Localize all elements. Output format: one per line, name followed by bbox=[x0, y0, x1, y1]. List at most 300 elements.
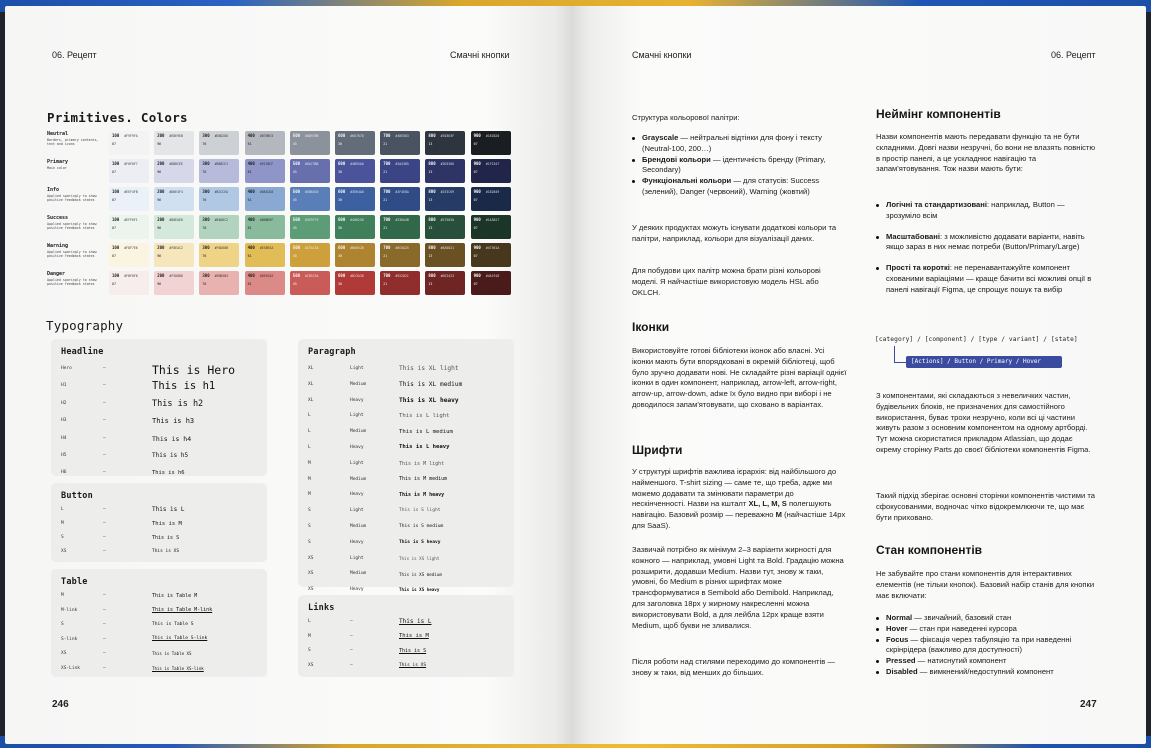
type-row bbox=[51, 398, 267, 411]
type-weight: Medium bbox=[350, 381, 367, 387]
type-sample: This is L heavy bbox=[399, 444, 450, 451]
swatch-code: 13 bbox=[428, 198, 433, 202]
type-row bbox=[298, 477, 514, 487]
swatch-code: 45 bbox=[292, 142, 297, 146]
swatch-code: 96 bbox=[157, 198, 162, 202]
type-row bbox=[51, 453, 267, 463]
swatch-code: 07 bbox=[473, 142, 478, 146]
button-title: Button bbox=[61, 491, 93, 501]
swatch-step bbox=[202, 161, 236, 167]
type-name: XS-Link bbox=[61, 665, 80, 671]
swatch-code: 13 bbox=[428, 226, 433, 230]
color-swatch bbox=[335, 131, 375, 155]
type-row bbox=[298, 556, 514, 566]
type-weight: Heavy bbox=[350, 445, 364, 450]
type-dash: — bbox=[103, 593, 106, 598]
swatch-step bbox=[474, 217, 508, 223]
swatch-code: 21 bbox=[383, 170, 388, 174]
color-swatch bbox=[290, 215, 330, 239]
type-size: XS bbox=[308, 571, 314, 577]
states-heading: Стан компонентів bbox=[876, 543, 983, 557]
swatch-step bbox=[248, 133, 282, 139]
color-swatch bbox=[245, 215, 285, 239]
swatch-step-value: 100 bbox=[112, 273, 120, 278]
color-swatch bbox=[199, 187, 239, 211]
swatch-step bbox=[428, 245, 462, 251]
swatch-hex: #5E9F79 bbox=[305, 218, 319, 222]
type-sample: This is S bbox=[152, 534, 180, 541]
swatch-step-value: 400 bbox=[247, 189, 255, 194]
swatch-step-value: 600 bbox=[338, 217, 346, 222]
type-row bbox=[298, 508, 514, 518]
swatch-code: 45 bbox=[292, 226, 297, 230]
list-item: Hover — стан при наведенні курсора bbox=[876, 624, 1096, 635]
swatch-step-value: 500 bbox=[292, 189, 301, 194]
swatch-step bbox=[338, 161, 372, 167]
type-row bbox=[51, 651, 267, 661]
swatch-step-value: 200 bbox=[157, 273, 165, 278]
swatch-step bbox=[112, 217, 146, 223]
color-description: Applied sparingly to show positive feedback states bbox=[47, 250, 97, 258]
swatch-hex: #B7BBC0 bbox=[259, 134, 274, 138]
swatch-step-value: 200 bbox=[157, 133, 165, 138]
swatch-hex: #B4D6C2 bbox=[214, 218, 229, 222]
type-name: S bbox=[308, 648, 311, 653]
type-size: L bbox=[308, 445, 311, 450]
color-swatch bbox=[154, 187, 194, 211]
swatch-hex: #1A3627 bbox=[485, 218, 500, 222]
swatch-step bbox=[474, 133, 508, 139]
type-size: S bbox=[308, 524, 311, 529]
swatch-step-value: 300 bbox=[202, 273, 210, 278]
table-title: Table bbox=[61, 577, 88, 587]
color-swatch bbox=[109, 271, 149, 295]
type-dash: — bbox=[350, 633, 353, 639]
swatch-hex: #F5D8D8 bbox=[169, 274, 183, 278]
swatch-step-value: 700 bbox=[383, 161, 391, 166]
swatch-step-value: 300 bbox=[202, 217, 210, 222]
type-sample: This is L bbox=[399, 618, 432, 626]
type-name: S bbox=[61, 622, 64, 627]
swatch-hex: #FBF0F0 bbox=[124, 274, 138, 278]
type-row bbox=[298, 413, 514, 423]
swatch-hex: #922D2C bbox=[395, 274, 409, 278]
type-sample: This is M light bbox=[399, 460, 445, 467]
swatch-step-value: 800 bbox=[428, 245, 436, 250]
swatch-hex: #F9F9FA bbox=[124, 134, 138, 138]
swatch-step-value: 200 bbox=[157, 217, 165, 222]
color-swatch bbox=[380, 271, 420, 295]
list-item: Функціональні кольори — для статусів: Success (зелений), Danger (червоний), Warning (жовтий) bbox=[632, 176, 837, 198]
swatch-hex: #CFA13A bbox=[305, 246, 319, 250]
palette-paragraph-1: У деяких продуктах можуть існувати додаткові кольори та палітри, наприклад, кольори для візуалізації даних. bbox=[632, 223, 837, 243]
type-weight: Heavy bbox=[350, 539, 364, 545]
swatch-code: 76 bbox=[202, 282, 207, 286]
swatch-hex: #66707D bbox=[350, 134, 364, 138]
color-name: Primary bbox=[47, 159, 69, 165]
swatch-step bbox=[474, 245, 508, 251]
color-row-warning bbox=[47, 243, 517, 267]
type-dash: — bbox=[350, 648, 353, 653]
swatch-hex: #8BBD9F bbox=[259, 218, 274, 222]
color-swatch bbox=[199, 159, 239, 183]
swatch-step bbox=[338, 245, 372, 251]
type-name: M bbox=[61, 593, 64, 598]
type-dash: — bbox=[103, 400, 106, 406]
swatch-code: 13 bbox=[428, 254, 433, 258]
swatch-step-value: 900 bbox=[473, 217, 481, 222]
swatch-code: 07 bbox=[112, 142, 116, 146]
color-swatch bbox=[154, 131, 194, 155]
swatch-step-value: 600 bbox=[338, 189, 346, 194]
right-running-title: Смачні кнопки bbox=[632, 50, 692, 60]
color-swatch bbox=[199, 271, 239, 295]
type-name: M bbox=[308, 633, 311, 639]
color-row-info bbox=[47, 187, 517, 211]
color-swatch bbox=[335, 187, 375, 211]
type-name: L bbox=[61, 507, 64, 512]
color-swatch bbox=[425, 159, 465, 183]
swatch-code: 45 bbox=[292, 282, 297, 286]
swatch-step bbox=[157, 217, 191, 223]
swatch-hex: #F8EAC2 bbox=[169, 246, 183, 250]
color-swatch bbox=[380, 187, 420, 211]
list-item: Disabled — вимкнений/недоступний компонент bbox=[876, 667, 1096, 678]
type-sample: This is XS light bbox=[399, 555, 440, 561]
palette-structure-list bbox=[632, 133, 837, 198]
type-weight: Heavy bbox=[350, 397, 364, 403]
type-dash: — bbox=[350, 619, 353, 624]
type-weight: Light bbox=[350, 555, 364, 561]
type-sample: This is S medium bbox=[399, 523, 444, 529]
swatch-step bbox=[293, 273, 327, 279]
color-swatch bbox=[380, 215, 420, 239]
swatch-hex: #47361A bbox=[485, 246, 500, 250]
swatch-hex: #6A73B8 bbox=[305, 162, 319, 166]
swatch-code: 07 bbox=[112, 226, 116, 230]
swatch-step bbox=[202, 245, 236, 251]
list-item: Прості та короткі: не перенавантажуйте компонент схованими варіаціями — краще бачити всі можливі опції в панелі навігації Figma, це спрощує пошук та вибір bbox=[876, 263, 1096, 295]
color-swatch bbox=[109, 243, 149, 267]
type-sample: This is M bbox=[399, 633, 429, 639]
type-size: S bbox=[308, 508, 311, 514]
swatch-code: 21 bbox=[383, 282, 388, 286]
swatch-step bbox=[338, 273, 372, 279]
color-swatch bbox=[471, 187, 511, 211]
type-sample: This is Hero bbox=[152, 362, 236, 377]
type-name: XS bbox=[308, 662, 314, 668]
swatch-step-value: 500 bbox=[292, 217, 301, 222]
color-swatch bbox=[335, 271, 375, 295]
type-name: XS bbox=[61, 549, 67, 554]
swatch-hex: #EEF4FB bbox=[124, 190, 138, 194]
type-row bbox=[51, 507, 267, 517]
type-name: H4 bbox=[61, 435, 67, 441]
type-sample: This is Table S-link bbox=[152, 636, 208, 642]
type-size: M bbox=[308, 460, 311, 466]
swatch-hex: #EFF6F1 bbox=[124, 218, 138, 222]
type-sample: This is Table S bbox=[152, 621, 194, 627]
color-swatch bbox=[471, 215, 511, 239]
swatch-step-value: 400 bbox=[247, 217, 255, 222]
swatch-hex: #4B55A0 bbox=[350, 162, 364, 166]
swatch-step bbox=[428, 189, 462, 195]
type-row bbox=[298, 461, 514, 471]
palette-intro: Структура кольорової палітри: bbox=[632, 113, 740, 122]
type-row bbox=[51, 622, 267, 632]
fonts-paragraph-2: Зазвичай потрібно як мінімум 2–3 варіанти жирності для кожного — наприклад, умовні Light та Bold. Градацію можна розширити, додавши Medium. Назви тут, знову ж таки, умовні, бо Medium в різних шрифтах може трансформуватися в Semibold або Demibold. Наприклад, для заголовка 18px у жирному накресленні можна використовувати Bold, а для лейбла 12px краще взяти Medium, щоб букви не зливалися. bbox=[632, 545, 844, 630]
swatch-step-value: 900 bbox=[473, 189, 481, 194]
color-row-success bbox=[47, 215, 517, 239]
palette-paragraph-2: Для побудови цих палітр можна брати різні кольорові моделі. Я найчастіше використовую модель HSL або OKLCH. bbox=[632, 266, 821, 297]
color-swatch bbox=[290, 159, 330, 183]
swatch-code: 61 bbox=[247, 142, 252, 146]
type-row bbox=[298, 492, 514, 502]
swatch-step-value: 300 bbox=[202, 189, 210, 194]
color-name: Neutral bbox=[47, 131, 69, 137]
color-swatch bbox=[154, 159, 194, 183]
fonts-paragraph-3: Після роботи над стилями переходимо до компонентів — знову ж таки, від менших до більших. bbox=[632, 657, 835, 677]
swatch-code: 61 bbox=[247, 198, 252, 202]
swatch-step bbox=[248, 273, 282, 279]
swatch-step bbox=[474, 189, 508, 195]
swatch-code: 30 bbox=[338, 254, 342, 258]
swatch-step-value: 700 bbox=[383, 245, 391, 250]
color-swatch bbox=[471, 159, 511, 183]
swatch-step bbox=[474, 161, 508, 167]
swatch-code: 45 bbox=[292, 170, 297, 174]
swatch-hex: #DBDCEE bbox=[169, 162, 183, 166]
color-swatch bbox=[380, 131, 420, 155]
swatch-hex: #253C69 bbox=[440, 190, 455, 194]
swatch-code: 61 bbox=[247, 226, 252, 230]
type-row bbox=[298, 445, 514, 455]
list-item: Focus — фіксація через табуляцію та при наведенні скрінрідера (важливо для доступності) bbox=[876, 635, 1096, 657]
swatch-code: 76 bbox=[202, 226, 207, 230]
swatch-step-value: 500 bbox=[292, 245, 301, 250]
swatch-code: 45 bbox=[292, 198, 297, 202]
swatch-hex: #F0F0F7 bbox=[124, 162, 138, 166]
type-dash: — bbox=[103, 453, 106, 458]
swatch-step bbox=[338, 217, 372, 223]
color-swatch bbox=[425, 131, 465, 155]
swatch-code: 13 bbox=[428, 170, 433, 174]
swatch-hex: #E3BE5A bbox=[259, 246, 274, 250]
color-row-neutral bbox=[47, 131, 517, 155]
color-name: Info bbox=[47, 187, 60, 193]
swatch-step-value: 200 bbox=[157, 245, 165, 250]
swatch-hex: #F0D68B bbox=[214, 246, 229, 250]
type-sample: This is h1 bbox=[152, 380, 216, 393]
swatch-step-value: 800 bbox=[428, 189, 436, 194]
type-row bbox=[298, 663, 514, 673]
swatch-hex: #181B20 bbox=[485, 134, 500, 138]
icons-heading: Іконки bbox=[632, 320, 670, 334]
type-row bbox=[298, 524, 514, 534]
type-name: S bbox=[61, 535, 64, 540]
color-row-label bbox=[47, 271, 105, 286]
swatch-step-value: 700 bbox=[383, 133, 391, 138]
type-row bbox=[51, 418, 267, 428]
list-item: Масштабовані: з можливістю додавати варіанти, навіть якщо зараз в них немає потреби (Button/Primary/Large) bbox=[876, 232, 1096, 254]
type-row bbox=[51, 362, 267, 377]
color-swatch bbox=[245, 187, 285, 211]
swatch-hex: #B8BCE1 bbox=[214, 162, 229, 166]
type-sample: This is XS bbox=[152, 549, 180, 554]
type-row bbox=[51, 535, 267, 545]
color-name: Success bbox=[47, 215, 69, 221]
swatch-step-value: 300 bbox=[202, 245, 210, 250]
type-row bbox=[298, 648, 514, 658]
type-weight: Heavy bbox=[350, 587, 364, 593]
swatch-hex: #30363F bbox=[440, 134, 455, 138]
type-size: XL bbox=[308, 397, 314, 403]
type-size: L bbox=[308, 429, 311, 435]
color-swatch bbox=[471, 131, 511, 155]
type-dash: — bbox=[103, 607, 106, 613]
paragraph-card bbox=[298, 339, 514, 593]
type-row bbox=[51, 470, 267, 480]
type-dash: — bbox=[103, 535, 106, 540]
swatch-hex: #88ACD8 bbox=[259, 190, 274, 194]
type-weight: Light bbox=[350, 460, 364, 466]
icons-paragraph: Використовуйте готові бібліотеки іконок або власні. Усі іконки мають бути впорядковані в окремій бібліотеці, щоб було зручно додавати нові. Не складайте різні варіації однієї іконки в один компонент, наприклад, arrow-left, arrow-right, arrow-up, arrow-down, adже їх було видно при виборі і не доводилося запам'ятовувати, що сховано в варіантах. bbox=[632, 346, 847, 409]
right-page-number: 247 bbox=[1080, 699, 1097, 710]
swatch-step bbox=[293, 133, 327, 139]
swatch-step bbox=[248, 161, 282, 167]
type-weight: Medium bbox=[350, 571, 367, 577]
type-size: S bbox=[308, 539, 311, 545]
color-swatch bbox=[335, 243, 375, 267]
swatch-step bbox=[338, 189, 372, 195]
type-dash: — bbox=[103, 549, 106, 554]
left-running-title: Смачні кнопки bbox=[450, 50, 510, 60]
color-row-danger bbox=[47, 271, 517, 295]
type-row bbox=[298, 540, 514, 550]
swatch-step-value: 900 bbox=[473, 133, 481, 138]
swatch-code: 30 bbox=[338, 198, 342, 202]
type-name: XS bbox=[61, 651, 67, 656]
swatch-step-value: 900 bbox=[473, 273, 481, 278]
type-name: H5 bbox=[61, 453, 67, 458]
color-swatch bbox=[471, 243, 511, 267]
color-name: Danger bbox=[47, 271, 66, 277]
swatch-hex: #3A4385 bbox=[395, 162, 409, 166]
swatch-code: 30 bbox=[338, 282, 342, 286]
states-list bbox=[876, 613, 1096, 678]
type-row bbox=[298, 571, 514, 581]
swatch-code: 76 bbox=[202, 170, 207, 174]
swatch-step-value: 600 bbox=[338, 273, 346, 278]
swatch-step bbox=[428, 133, 462, 139]
type-sample: This is Table M bbox=[152, 592, 198, 599]
swatch-hex: #27503A bbox=[440, 218, 455, 222]
type-dash: — bbox=[103, 383, 106, 389]
type-weight: Light bbox=[350, 508, 364, 514]
color-swatch bbox=[380, 243, 420, 267]
colors-heading: Primitives. Colors bbox=[47, 110, 188, 125]
swatch-step-value: 600 bbox=[338, 161, 346, 166]
type-row bbox=[51, 521, 267, 531]
swatch-step bbox=[157, 189, 191, 195]
swatch-step bbox=[112, 133, 146, 139]
swatch-step-value: 600 bbox=[338, 133, 346, 138]
color-swatch bbox=[335, 159, 375, 183]
type-row bbox=[298, 366, 514, 376]
swatch-hex: #8D939B bbox=[305, 134, 319, 138]
right-chapter-label: 06. Рецепт bbox=[1051, 50, 1096, 60]
type-sample: This is h3 bbox=[152, 416, 195, 425]
links-card bbox=[298, 595, 514, 677]
type-weight: Medium bbox=[350, 476, 367, 482]
color-swatch bbox=[425, 187, 465, 211]
swatch-step bbox=[157, 273, 191, 279]
type-row bbox=[51, 637, 267, 647]
type-sample: This is S light bbox=[399, 508, 441, 514]
type-size: L bbox=[308, 413, 311, 419]
left-page-number: 246 bbox=[52, 699, 69, 710]
table-card bbox=[51, 569, 267, 677]
swatch-step bbox=[112, 273, 146, 279]
naming-heading: Неймінг компонентів bbox=[876, 107, 1001, 121]
type-row bbox=[51, 380, 267, 393]
fonts-heading: Шрифти bbox=[632, 443, 683, 457]
swatch-step-value: 900 bbox=[473, 161, 481, 166]
type-name: M bbox=[61, 521, 64, 526]
color-swatch bbox=[199, 215, 239, 239]
list-item: Pressed — натиснутий компонент bbox=[876, 656, 1096, 667]
swatch-step-value: 100 bbox=[112, 245, 120, 250]
swatch-code: 61 bbox=[247, 170, 252, 174]
swatch-hex: #4A1918 bbox=[485, 274, 500, 278]
swatch-step bbox=[383, 189, 417, 195]
type-row bbox=[298, 398, 514, 408]
swatch-step-value: 400 bbox=[247, 245, 255, 250]
type-sample: This is S heavy bbox=[399, 539, 441, 545]
swatch-hex: #E8E9EB bbox=[169, 134, 183, 138]
swatch-step-value: 200 bbox=[157, 161, 165, 166]
swatch-step-value: 100 bbox=[112, 161, 120, 166]
swatch-step-value: 400 bbox=[247, 133, 255, 138]
color-description: Borders, primary contents, text and icons bbox=[47, 138, 99, 146]
swatch-step bbox=[157, 133, 191, 139]
color-description: Main color bbox=[47, 166, 67, 170]
swatch-code: 96 bbox=[157, 282, 162, 286]
swatch-code: 07 bbox=[473, 226, 478, 230]
type-sample: This is M medium bbox=[399, 476, 448, 483]
swatch-step bbox=[202, 217, 236, 223]
color-row-label bbox=[47, 131, 105, 146]
swatch-hex: #6E2423 bbox=[440, 274, 455, 278]
color-description: Applied sparingly to show positive feedback states bbox=[47, 222, 97, 230]
naming-pattern: [category] / [component] / [type / variant] / [state] bbox=[875, 336, 1078, 343]
swatch-code: 07 bbox=[112, 170, 116, 174]
type-sample: This is S bbox=[399, 647, 427, 654]
color-swatch bbox=[245, 243, 285, 267]
swatch-code: 76 bbox=[202, 142, 207, 146]
swatch-hex: #336A4B bbox=[395, 218, 409, 222]
color-swatch bbox=[245, 131, 285, 155]
swatch-step bbox=[157, 245, 191, 251]
type-weight: Medium bbox=[350, 429, 367, 435]
swatch-step bbox=[157, 161, 191, 167]
swatch-step-value: 700 bbox=[383, 273, 391, 278]
type-weight: Heavy bbox=[350, 492, 364, 498]
swatch-code: 96 bbox=[157, 226, 162, 230]
swatch-step-value: 900 bbox=[473, 245, 481, 250]
type-row bbox=[298, 429, 514, 439]
swatch-hex: #FDF7E6 bbox=[124, 246, 138, 250]
